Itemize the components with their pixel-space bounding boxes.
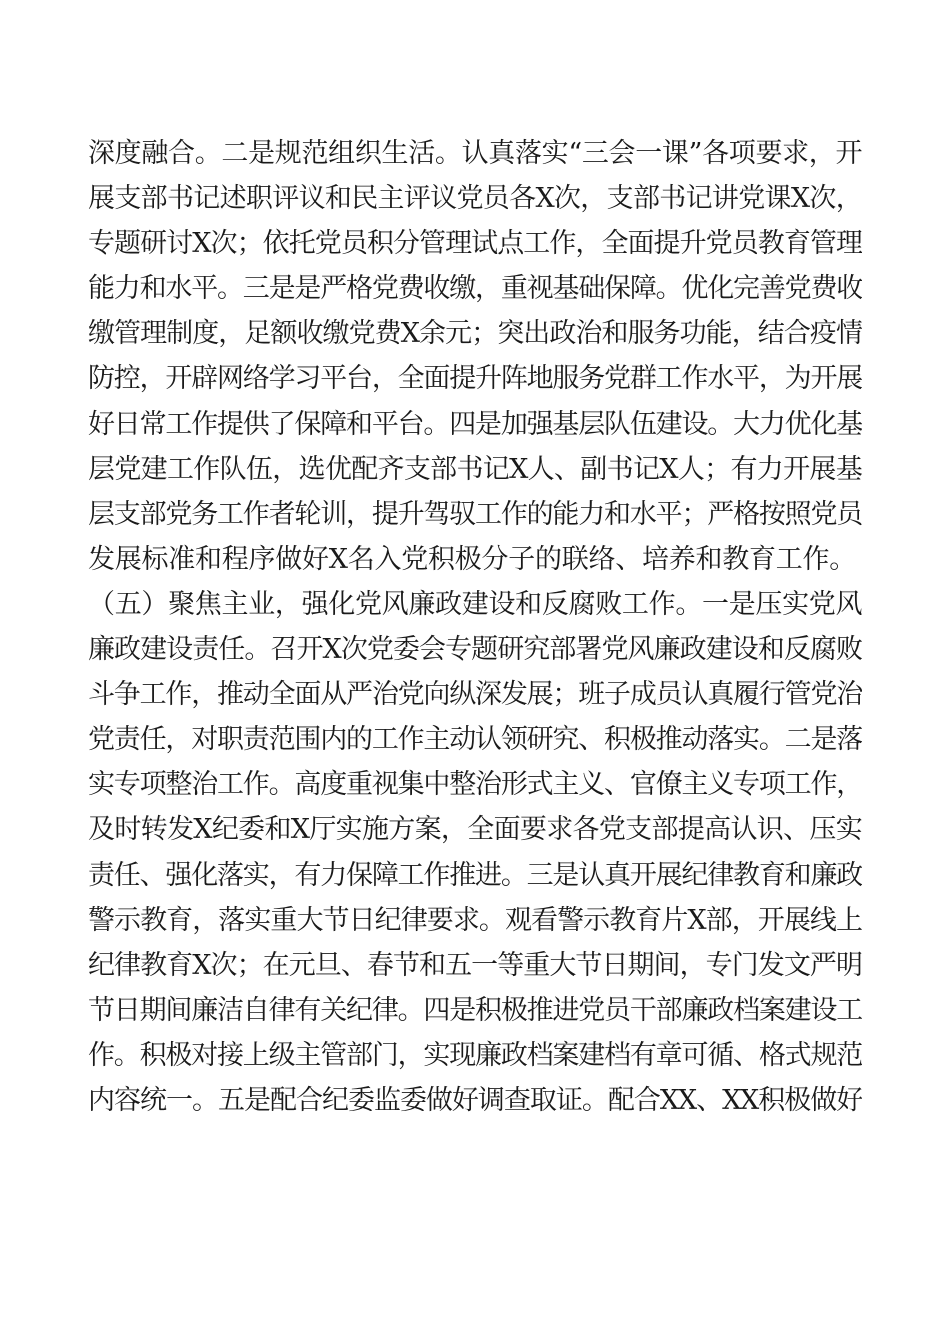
text-line: 层党建工作队伍，选优配齐支部书记X人、副书记X人；有力开展基 xyxy=(88,453,862,485)
text-line: 斗争工作，推动全面从严治党向纵深发展；班子成员认真履行管党治 xyxy=(88,679,862,711)
text-line: 层支部党务工作者轮训，提升驾驭工作的能力和水平；严格按照党员 xyxy=(88,498,862,530)
text-line: 专题研讨X次；依托党员积分管理试点工作，全面提升党员教育管理 xyxy=(88,228,862,260)
document-body xyxy=(88,131,862,1123)
text-line: 及时转发X纪委和X厅实施方案，全面要求各党支部提高认识、压实 xyxy=(88,814,862,846)
text-line: 警示教育，落实重大节日纪律要求。观看警示教育片X部，开展线上 xyxy=(88,904,862,936)
text-line: 纪律教育X次；在元旦、春节和五一等重大节日期间，专门发文严明 xyxy=(88,949,862,981)
text-line: 实专项整治工作。高度重视集中整治形式主义、官僚主义专项工作， xyxy=(88,769,862,801)
text-line: 深度融合。二是规范组织生活。认真落实“三会一课”各项要求，开 xyxy=(88,138,862,169)
text-line: 内容统一。五是配合纪委监委做好调查取证。配合XX、XX积极做好 xyxy=(88,1084,862,1116)
text-line: 廉政建设责任。召开X次党委会专题研究部署党风廉政建设和反腐败 xyxy=(88,634,862,666)
text-line: 责任、强化落实，有力保障工作推进。三是认真开展纪律教育和廉政 xyxy=(88,859,862,891)
text-line: 展支部书记述职评议和民主评议党员各X次，支部书记讲党课X次， xyxy=(88,183,862,215)
section-heading-line: （五）聚焦主业，强化党风廉政建设和反腐败工作。一是压实党风 xyxy=(88,588,862,620)
text-line: 作。积极对接上级主管部门，实现廉政档案建档有章可循、格式规范 xyxy=(88,1039,862,1071)
text-line: 防控，开辟网络学习平台，全面提升阵地服务党群工作水平，为开展 xyxy=(88,363,862,395)
text-line: 好日常工作提供了保障和平台。四是加强基层队伍建设。大力优化基 xyxy=(88,408,862,440)
text-line: 节日期间廉洁自律有关纪律。四是积极推进党员干部廉政档案建设工 xyxy=(88,994,862,1026)
text-line: 缴管理制度，足额收缴党费X余元；突出政治和服务功能，结合疫情 xyxy=(88,318,862,350)
text-line: 能力和水平。三是是严格党费收缴，重视基础保障。优化完善党费收 xyxy=(88,273,862,305)
text-line: 发展标准和程序做好X名入党积极分子的联络、培养和教育工作。 xyxy=(88,543,856,575)
text-line: 党责任，对职责范围内的工作主动认领研究、积极推动落实。二是落 xyxy=(88,724,862,756)
